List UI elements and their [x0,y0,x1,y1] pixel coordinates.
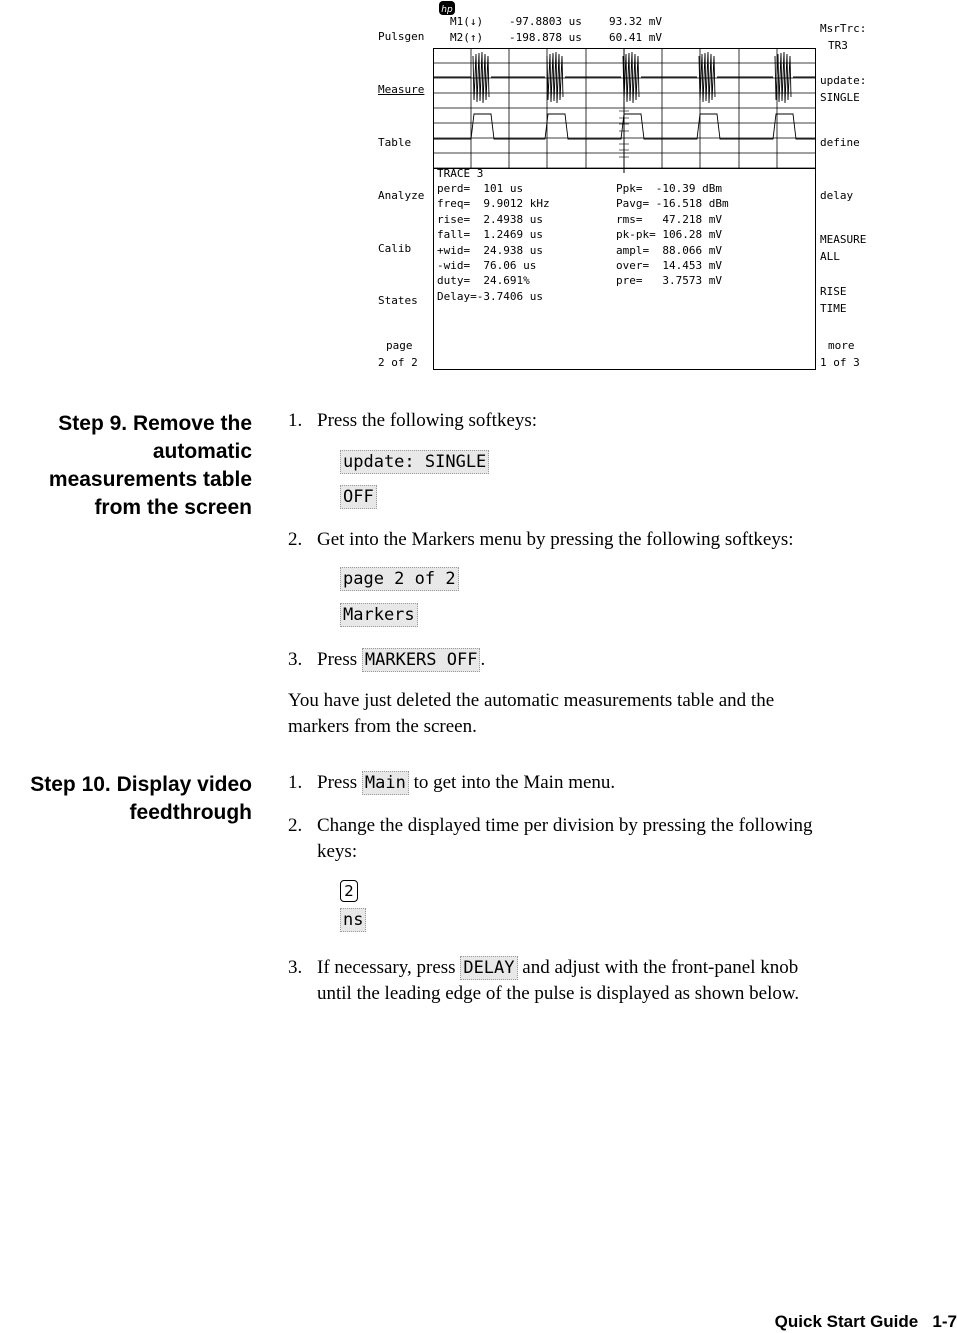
measurement-left-8: Delay=-3.7406 us [437,289,543,303]
step10-item1-pre: Press [317,772,358,793]
softkey-calib[interactable]: Calib [378,242,412,255]
measurement-right-6: over= 14.453 mV [616,259,722,272]
measurement-right-7: pre= 3.7573 mV [616,274,722,288]
softkey-rise-time-2[interactable]: TIME [820,302,847,315]
softkey-rise-time-1[interactable]: RISE [820,285,847,298]
svg-text:hp: hp [441,5,453,15]
marker-m1-label: M1(↓) [450,15,484,28]
softkey-off[interactable]: OFF [340,485,377,509]
softkey-more-number[interactable]: 1 of 3 [820,356,860,369]
softkey-delay[interactable]: delay [820,189,854,202]
softkey-msrtrc-value[interactable]: TR3 [828,39,848,52]
step10-heading-line: Step 10. Display video [30,773,252,796]
measurement-left-6: -wid= 76.06 us [437,259,537,272]
step9-item3-post: . [480,649,486,670]
step9-heading [49,410,252,522]
step9-heading-line: from the screen [94,496,252,519]
step9-heading-line: Step 9. Remove the [58,412,252,435]
marker-m2-value: 60.41 mV [609,31,662,44]
softkey-update-label[interactable]: update: [820,74,867,87]
step10-item1-post: to get into the Main menu. [413,772,616,793]
softkey-markers[interactable]: Markers [340,603,418,627]
softkey-msrtrc-label[interactable]: MsrTrc: [820,22,867,35]
instrument-screen [370,0,880,375]
softkey-analyze[interactable]: Analyze [378,189,425,202]
key-2[interactable]: 2 [340,880,358,902]
softkey-measure[interactable]: Measure [378,83,425,96]
measurement-left-3: rise= 2.4938 us [437,212,543,226]
step9-item3-number: 3. [288,649,303,670]
footer-guide-title: Quick Start Guide [774,1312,919,1331]
step10-item3 [317,955,799,1007]
softkey-define[interactable]: define [820,136,860,149]
marker-m1-time: -97.8803 us [509,15,582,28]
step10-item3-line1 [317,955,799,981]
marker-m2-time: -198.878 us [509,31,582,44]
page-footer [775,1311,957,1333]
step9-summary-line: markers from the screen. [288,716,477,737]
measurement-right-3: rms= 47.218 mV [616,212,722,226]
key-ns[interactable]: ns [340,908,366,932]
step10-item3-number: 3. [288,957,303,978]
softkey-page-2-of-2[interactable]: page 2 of 2 [340,567,459,591]
step10-item1 [317,770,615,796]
step9-item1-text: Press the following softkeys: [317,410,538,431]
measurement-left-2: freq= 9.9012 kHz [437,197,550,211]
measurement-left-5: +wid= 24.938 us [437,243,543,257]
softkey-more-label[interactable]: more [828,339,855,352]
step10-item3-post: and adjust with the front-panel knob [522,957,799,978]
step9-item1-number: 1. [288,410,303,431]
key-main[interactable]: Main [362,771,409,795]
softkey-table[interactable]: Table [378,136,412,149]
softkey-page-number[interactable]: 2 of 2 [378,356,418,369]
step9-item2-text: Get into the Markers menu by pressing the following softkeys: [317,529,794,550]
softkey-measure-all-1[interactable]: MEASURE [820,233,867,246]
step10-item2-text [317,813,813,865]
step10-item1-number: 1. [288,772,303,793]
softkey-states[interactable]: States [378,294,418,307]
step9-item2-number: 2. [288,529,303,550]
step10-item2-number: 2. [288,815,303,836]
measurement-right-1: Ppk= -10.39 dBm [616,182,722,195]
marker-m2-label: M2(↑) [450,31,484,44]
step9-heading-line: automatic [152,440,252,463]
footer-page-number: 1-7 [932,1312,957,1331]
measurement-right-2: Pavg= -16.518 dBm [616,197,729,211]
step10-item3-line2: until the leading edge of the pulse is displayed as shown below. [317,983,800,1004]
step10-heading [30,771,252,827]
measurement-right-4: pk-pk= 106.28 mV [616,228,722,242]
step9-summary-line: You have just deleted the automatic measurements table and the [288,690,775,711]
measurement-left-4: fall= 1.2469 us [437,228,543,242]
softkey-measure-all-2[interactable]: ALL [820,250,840,263]
step10-item2-line: keys: [317,841,358,862]
trace-label: TRACE 3 [437,167,484,180]
measurement-left-7: duty= 24.691% [437,274,530,288]
step10-heading-line: feedthrough [129,801,252,824]
step10-item3-pre: If necessary, press [317,957,456,978]
softkey-update-value[interactable]: SINGLE [820,91,860,104]
marker-m1-value: 93.32 mV [609,15,662,28]
softkey-pulsgen[interactable]: Pulsgen [378,30,425,43]
softkey-update-single[interactable]: update: SINGLE [340,450,489,474]
step10-item2-line: Change the displayed time per division by pressing the following [317,815,813,836]
step9-heading-line: measurements table [48,468,252,491]
softkey-page-label[interactable]: page [386,339,413,352]
key-delay[interactable]: DELAY [460,956,517,980]
step9-item3-pre: Press [317,649,358,670]
step9-item3 [317,647,485,673]
step9-summary [288,688,774,740]
measurement-right-5: ampl= 88.066 mV [616,243,722,257]
softkey-markers-off[interactable]: MARKERS OFF [362,648,481,672]
measurement-left-1: perd= 101 us [437,182,524,195]
